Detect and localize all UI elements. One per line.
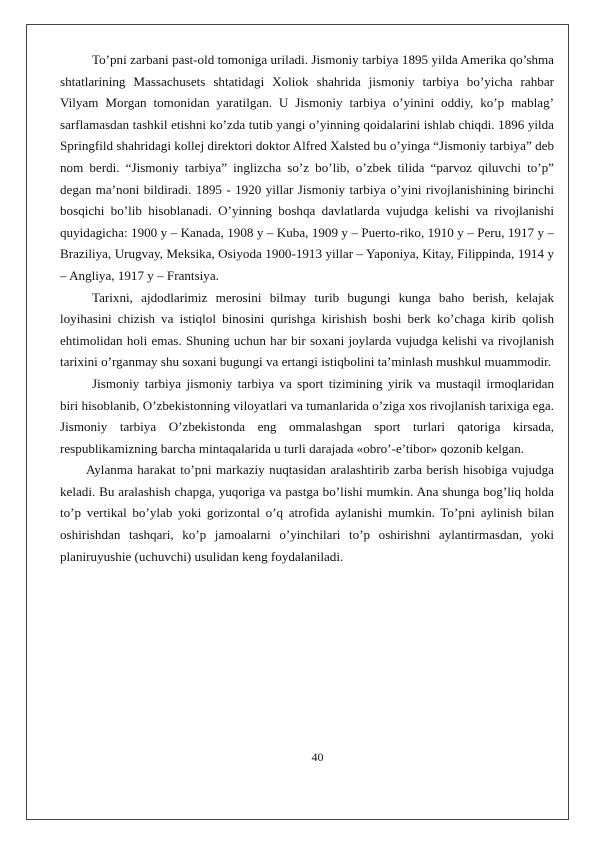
paragraph-2: Tarixni, ajdodlarimiz merosini bilmay turib bugungi kunga baho berish, kelajak loyihasini chizish va istiqlol binosini qurishga kirishish boshi berk ko’chaga kirib qolish ehtimolidan holi emas. Shuning uchun har bir soxani joylarda vujudga kelishi va rivojlanish tarixini o’rganmay shu soxani bugungi va ertangi istiqbolini ta’minlash mushkul muammodir. <box>60 289 554 370</box>
paragraph-1: To’pni zarbani past-old tomoniga uriladi. Jismoniy tarbiya 1895 yilda Amerika qo’shma shtatlarining Massachusets shtatidagi Xoliok shahrida jismoniy tarbiya bo’yicha rahbar Vilyam Morgan tomonidan yaratilgan. U Jismoniy tarbiya o’yinini oddiy, ko’p mablag’ sarflamasdan tashkil etishni ko’zda tutib yangi o’yinning qoidalarini ishlab chiqdi. 1896 yilda Springfild shahridagi kollej direktori doktor Alfred Xalsted bu o’yinga “Jismoniy tarbiya” deb nom berdi. “Jismoniy tarbiya” inglizcha so’z bo’lib, o’zbek tilida “parvoz qiluvchi to’p” degan ma’noni bildiradi. 1895 - 1920 yillar Jismoniy tarbiya o’yini rivojlanishining birinchi bosqichi bo’lib hisoblanadi. O’yinning boshqa davlatlarda vujudga kelishi va rivojlanishi quyidagicha: 1900 y – Kanada, 1908 y – Kuba, 1909 y – Puerto-riko, 1910 y – Peru, 1917 y – Braziliya, Urugvay, Meksika, Osiyoda 1900-1913 yillar – Yaponiya, Kitay, Filippinda, 1914 y – Angliya, 1917 y – Frantsiya. <box>60 52 554 283</box>
paragraph-3: Jismoniy tarbiya jismoniy tarbiya va sport tizimining yirik va mustaqil irmoqlaridan biri hisoblanib, O’zbekistonning viloyatlari va tumanlarida o’ziga xos rivojlanish tarixiga ega. Jismoniy tarbiya O’zbekistonda eng ommalashgan sport turlari qatoriga kirsada, respublikamizning barcha mintaqalarida u turli darajada «obro’-e’tibor» qozonib kelgan. <box>60 375 554 456</box>
document-body <box>60 49 554 567</box>
page-number: 40 <box>311 750 324 764</box>
paragraph-4: Aylanma harakat to’pni markaziy nuqtasidan aralashtirib zarba berish hisobiga vujudga keladi. Bu aralashish chapga, yuqoriga va pastga bo’lishi mumkin. Ana shunga bog’liq holda to’p vertikal bo’ylab yoki gorizontal o’q atrofida aylanishi mumkin. To’pni aylinish bilan oshirishdan tashqari, ko’p jamoalarni o’yinchilari to’p oshirishni aylantirmasdan, yoki planiruyushie (uchuvchi) usulidan keng foydalaniladi. <box>60 462 554 564</box>
